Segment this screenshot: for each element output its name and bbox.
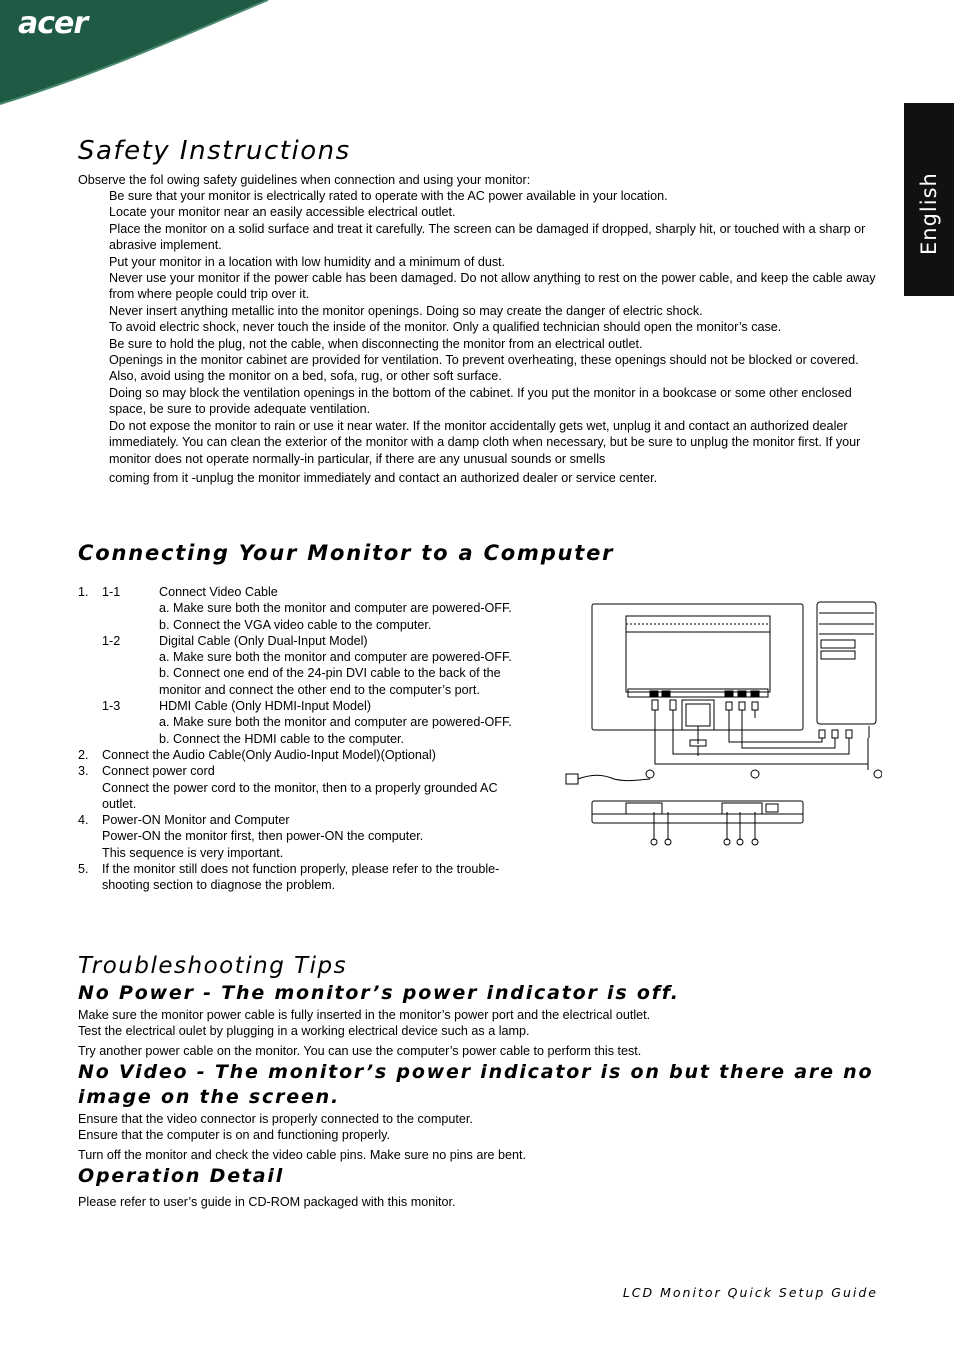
substep-label: Connect Video Cable bbox=[159, 585, 278, 599]
step-number: 1. bbox=[78, 585, 89, 599]
connection-diagram bbox=[562, 596, 882, 851]
no-power-tip: Try another power cable on the monitor. You can use the computer’s power cable to perform this test. bbox=[78, 1044, 642, 1058]
no-video-tip: Ensure that the computer is on and functioning properly. bbox=[78, 1128, 390, 1142]
troubleshooting-title: Troubleshooting Tips bbox=[78, 953, 348, 979]
acer-logo: acer bbox=[18, 6, 88, 41]
substep-text: monitor and connect the other end to the computer’s port. bbox=[159, 682, 480, 697]
substep-text: b. Connect the VGA video cable to the computer. bbox=[159, 617, 432, 632]
list-item: Be sure to hold the plug, not the cable, when disconnecting the monitor from an electrical outlet. bbox=[109, 336, 643, 351]
language-tab bbox=[904, 103, 954, 296]
list-item: coming from it -unplug the monitor immediately and contact an authorized dealer or service center. bbox=[109, 470, 658, 485]
no-video-title: No Video - The monitor’s power indicator is on but there are no bbox=[78, 1061, 874, 1083]
step-text: This sequence is very important. bbox=[102, 845, 284, 860]
no-power-tip: Make sure the monitor power cable is fully inserted in the monitor’s power port and the electrical outlet. bbox=[78, 1008, 651, 1022]
list-item: Never insert anything metallic into the monitor openings. Doing so may create the danger of electric shock. bbox=[109, 303, 703, 318]
substep-text: a. Make sure both the monitor and computer are powered-OFF. bbox=[159, 601, 512, 616]
step-text: Power-ON Monitor and Computer bbox=[102, 813, 290, 828]
step-number: 2. bbox=[78, 747, 89, 762]
no-video-tip: Ensure that the video connector is properly connected to the computer. bbox=[78, 1112, 473, 1126]
operation-title: Operation Detail bbox=[78, 1165, 285, 1187]
no-power-title: No Power - The monitor’s power indicator is off. bbox=[78, 982, 680, 1004]
list-item: Place the monitor on a solid surface and treat it carefully. The screen can be damaged if dropped, sharply hit, or touched with a sharp or abrasive implement. bbox=[109, 221, 866, 253]
substep-text: a. Make sure both the monitor and computer are powered-OFF. bbox=[159, 715, 512, 730]
no-video-title-cont: image on the screen. bbox=[78, 1086, 340, 1108]
safety-title: Safety Instructions bbox=[78, 136, 351, 166]
list-item: Openings in the monitor cabinet are provided for ventilation. To prevent overheating, these openings should not be blocked or covered. Also, avoid using the monitor on a bed, sofa, rug, or other soft surface. bbox=[109, 353, 859, 384]
step-number: 5. bbox=[78, 862, 89, 877]
list-item: Locate your monitor near an easily accessible electrical outlet. bbox=[109, 205, 456, 220]
step-text: If the monitor still does not function properly, please refer to the trouble- bbox=[102, 862, 500, 877]
step-text: Power-ON the monitor first, then power-ON the computer. bbox=[102, 829, 424, 844]
step-number: 3. bbox=[78, 764, 89, 779]
step-text: outlet. bbox=[102, 796, 137, 811]
safety-list bbox=[109, 188, 882, 486]
substep-text: b. Connect one end of the 24-pin DVI cable to the back of the bbox=[159, 666, 501, 681]
step-text: Connect power cord bbox=[102, 764, 215, 779]
list-item: Doing so may block the ventilation openings in the bottom of the cabinet. If you put the monitor in a bookcase or some other enclosed space, be sure to provide adequate ventilation. bbox=[109, 385, 852, 417]
substep-label: HDMI Cable (Only HDMI-Input Model) bbox=[159, 699, 372, 714]
substep-number: 1-1 bbox=[102, 585, 121, 599]
list-item: To avoid electric shock, never touch the inside of the monitor. Only a qualified technician should open the monitor’s case. bbox=[109, 320, 782, 335]
connecting-title: Connecting Your Monitor to a Computer bbox=[78, 541, 615, 565]
no-video-tip: Turn off the monitor and check the video cable pins. Make sure no pins are bent. bbox=[78, 1148, 527, 1162]
step-text: Connect the power cord to the monitor, then to a properly grounded AC bbox=[102, 780, 498, 795]
list-item: Put your monitor in a location with low humidity and a minimum of dust. bbox=[109, 254, 506, 269]
step-text: Connect the Audio Cable(Only Audio-Input Model)(Optional) bbox=[102, 747, 436, 762]
connection-steps bbox=[78, 584, 568, 894]
step-number: 4. bbox=[78, 813, 89, 828]
list-item: Be sure that your monitor is electrically rated to operate with the AC power available in your location. bbox=[109, 189, 668, 203]
no-power-tip: Test the electrical oulet by plugging in a working electrical device such as a lamp. bbox=[78, 1024, 530, 1038]
list-item: Never use your monitor if the power cable has been damaged. Do not allow anything to rest on the power cable, and keep the cable away from where people could trip over it. bbox=[109, 271, 876, 302]
list-item: Do not expose the monitor to rain or use it near water. If the monitor accidentally gets wet, unplug it and contact an authorized dealer immediately. You can clean the exterior of the monitor with a damp cloth when necessary, but be sure to unplug the monitor first. If your monitor does not operate normally-in particular, if there are any unusual sounds or smells bbox=[109, 418, 861, 466]
language-tab-label: English bbox=[917, 172, 941, 255]
substep-number: 1-2 bbox=[102, 633, 121, 648]
substep-number: 1-3 bbox=[102, 699, 121, 714]
safety-intro: Observe the fol owing safety guidelines when connection and using your monitor: bbox=[78, 173, 531, 187]
substep-text: b. Connect the HDMI cable to the computer. bbox=[159, 731, 405, 746]
operation-text: Please refer to user’s guide in CD-ROM packaged with this monitor. bbox=[78, 1195, 456, 1209]
substep-label: Digital Cable (Only Dual-Input Model) bbox=[159, 633, 368, 648]
substep-text: a. Make sure both the monitor and computer are powered-OFF. bbox=[159, 650, 512, 665]
step-text: shooting section to diagnose the problem. bbox=[102, 878, 336, 893]
footer-title: LCD Monitor Quick Setup Guide bbox=[622, 1285, 878, 1300]
